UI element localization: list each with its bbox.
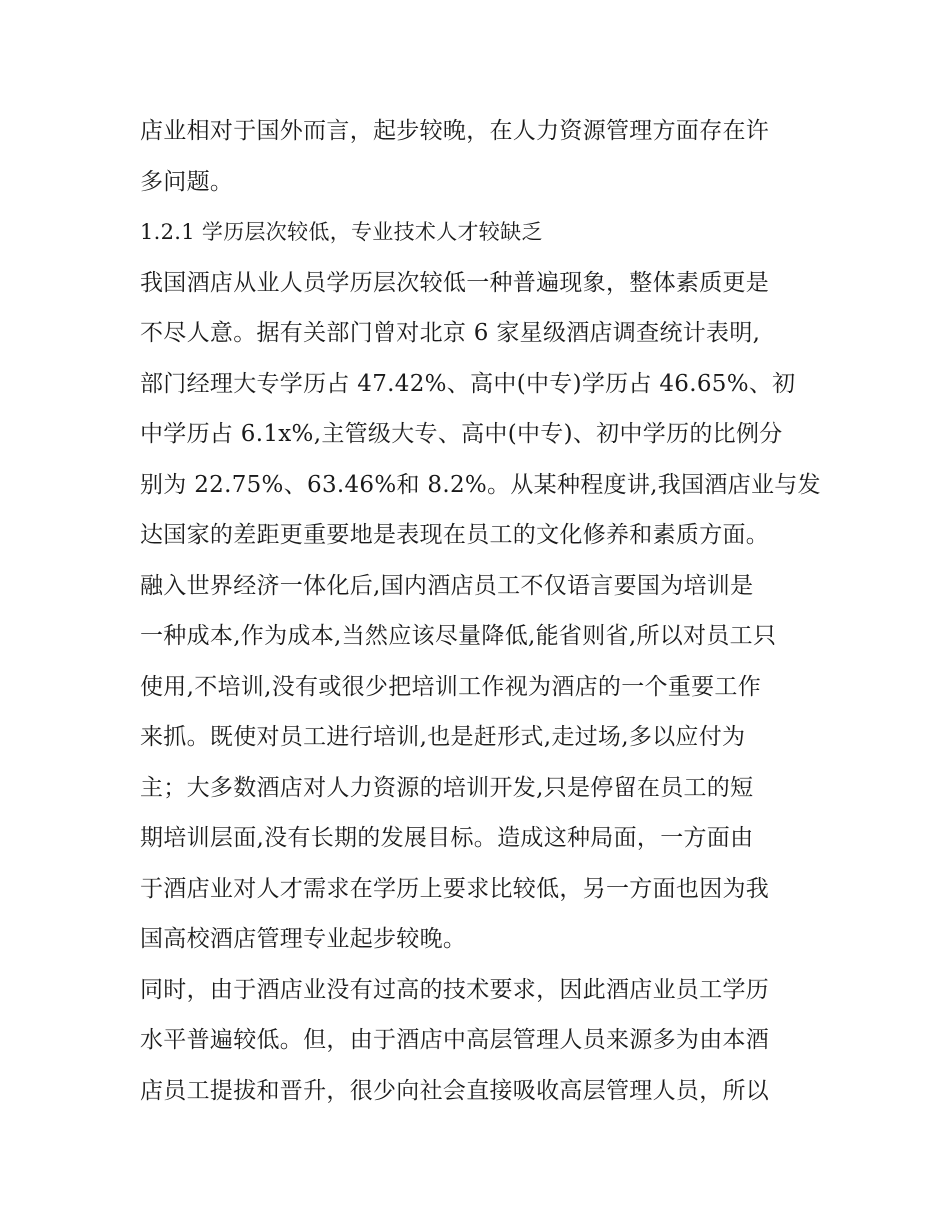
text-line: 融入世界经济一体化后,国内酒店员工不仅语言要国为培训是: [140, 572, 754, 599]
text-line: 达国家的差距更重要地是表现在员工的文化修养和素质方面。: [140, 522, 770, 548]
text-line: 店业相对于国外而言，起步较晚，在人力资源管理方面存在许: [140, 118, 770, 144]
body-text: [140, 106, 820, 1116]
text-line: 使用,不培训,没有或很少把培训工作视为酒店的一个重要工作: [140, 673, 762, 700]
text-line: 于酒店业对人才需求在学历上要求比较低，另一方面也因为我: [140, 875, 770, 902]
text-line: 我国酒店从业人员学历层次较低一种普遍现象，整体素质更是: [140, 269, 770, 296]
text-line: 店员工提拔和晋升，很少向社会直接吸收高层管理人员，所以: [140, 1077, 770, 1104]
text-line: 一种成本,作为成本,当然应该尽量降低,能省则省,所以对员工只: [140, 623, 777, 649]
text-line: 多问题。: [140, 168, 234, 195]
text-line: 不尽人意。据有关部门曾对北京 6 家星级酒店调查统计表明,: [140, 320, 761, 346]
text-line: 国高校酒店管理专业起步较晚。: [140, 926, 467, 952]
text-line: 水平普遍较低。但，由于酒店中高层管理人员来源多为由本酒: [140, 1027, 770, 1053]
text-line: 主；大多数酒店对人力资源的培训开发,只是停留在员工的短: [140, 774, 754, 801]
section-heading: 1.2.1 学历层次较低，专业技术人才较缺乏: [140, 220, 543, 244]
text-line: 部门经理大专学历占 47.42%、高中(中专)学历占 46.65%、初: [140, 370, 796, 397]
text-line: 中学历占 6.1x%,主管级大专、高中(中专)、初中学历的比例分: [140, 421, 783, 447]
text-line: 别为 22.75%、63.46%和 8.2%。从某种程度讲,我国酒店业与发: [140, 471, 821, 498]
text-line: 同时，由于酒店业没有过高的技术要求，因此酒店业员工学历: [140, 976, 770, 1003]
text-line: 来抓。既使对员工进行培训,也是赶形式,走过场,多以应付为: [140, 724, 746, 750]
text-line: 期培训层面,没有长期的发展目标。造成这种局面，一方面由: [140, 825, 754, 851]
